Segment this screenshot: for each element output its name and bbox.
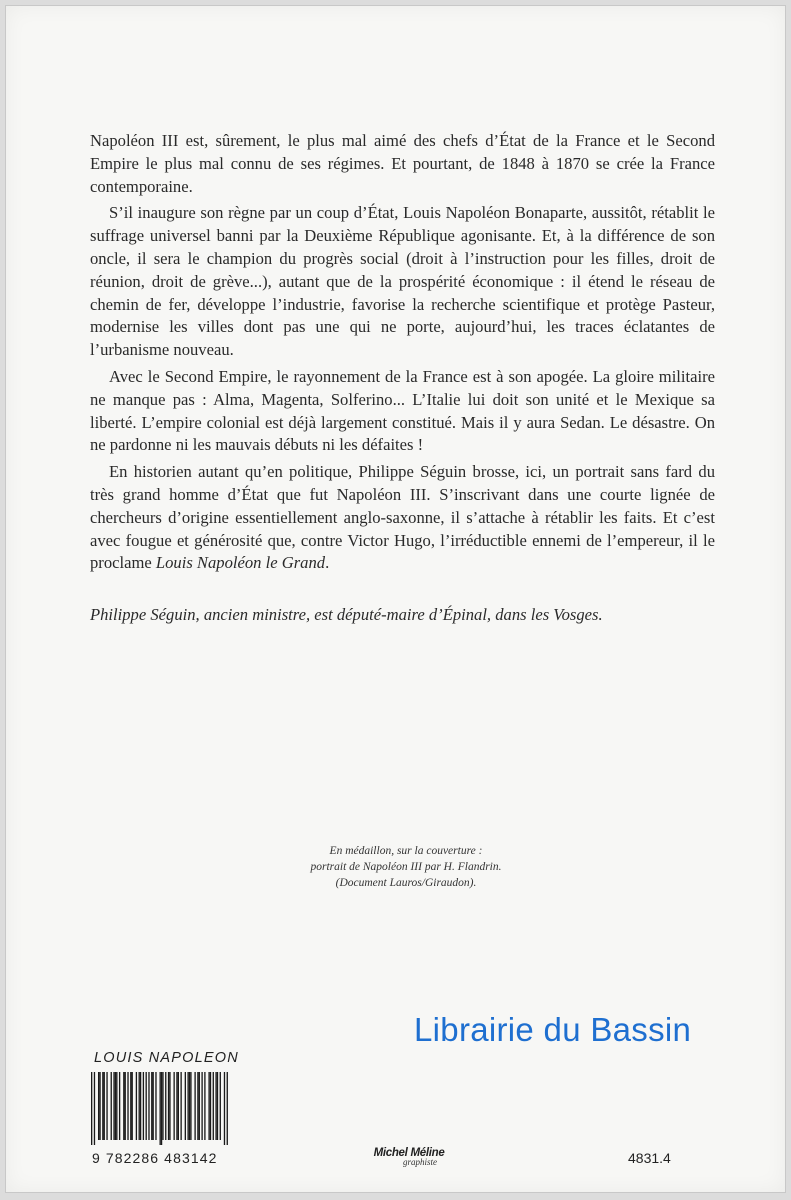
author-bio: Philippe Séguin, ancien ministre, est député-maire d’Épinal, dans les Vosges.: [90, 605, 603, 624]
credit-line-3: (Document Lauros/Giraudon).: [335, 877, 477, 889]
catalog-code: 4831.4: [628, 1150, 671, 1166]
credit-line-2: portrait de Napoléon III par H. Flandrin.: [310, 861, 502, 873]
barcode-title: LOUIS NAPOLEON: [94, 1050, 239, 1066]
isbn-number: 9 782286 483142: [92, 1150, 218, 1166]
blurb-paragraph-2: S’il inaugure son règne par un coup d’État, Louis Napoléon Bonaparte, aussitôt, rétablit le suffrage universel banni par la Deuxième République agonisante. Et, à la différence de son oncle, il sera le champion du progrès social (droit à l’instruction pour les filles, droit de réunion, droit de grève...), autant que de la prospérité économique : il étend le réseau de chemin de fer, développe l’industrie, favorise la recherche scientifique et protège Pasteur, modernise les villes dont pas une qui ne porte, aujourd’hui, les traces éclatantes de l’urbanisme nouveau.: [90, 203, 715, 360]
blurb-paragraph-4: [90, 461, 715, 575]
image-credit: [256, 843, 556, 891]
credit-line-1: En médaillon, sur la couverture :: [329, 845, 483, 857]
blurb-paragraph-4-end: .: [325, 553, 330, 573]
bookseller-watermark: Librairie du Bassin: [414, 1011, 692, 1048]
blurb-paragraph-3: Avec le Second Empire, le rayonnement de la France est à son apogée. La gloire militaire ne manque pas : Alma, Magenta, Solferino... L’Italie lui doit son unité et le Mexique sa liberté. L’empire colonial est déjà largement constitué. Mais il y aura Sedan. Le désastre. On ne pardonne ni les mauvais débuts ni les défaites !: [90, 366, 715, 455]
back-cover: [6, 6, 785, 1192]
blurb-paragraph-1: Napoléon III est, sûrement, le plus mal aimé des chefs d’État de la France et le Second Empire le plus mal connu de ses régimes. Et pourtant, de 1848 à 1870 se crée la France contemporaine.: [90, 131, 715, 196]
book-title-italic: Louis Napoléon le Grand: [155, 553, 326, 573]
barcode-icon: [91, 1072, 228, 1145]
blurb-text: [90, 130, 715, 579]
publisher-logo: [364, 1147, 454, 1167]
blurb-paragraph-4-text: En historien autant qu’en politique, Philippe Séguin brosse, ici, un portrait sans fard du très grand homme d’État que fut Napoléon III. S’inscrivant dans une courte lignée de chercheurs d’origine essentiellement anglo-saxonne, il s’attache à rétablir les faits. Et c’est avec fougue et générosité que, contre Victor Hugo, l’irréductible ennemi de l’empereur, il le proclame: [90, 462, 715, 573]
publisher-name: Michel Méline: [373, 1147, 445, 1159]
publisher-subtitle: graphiste: [402, 1157, 437, 1167]
